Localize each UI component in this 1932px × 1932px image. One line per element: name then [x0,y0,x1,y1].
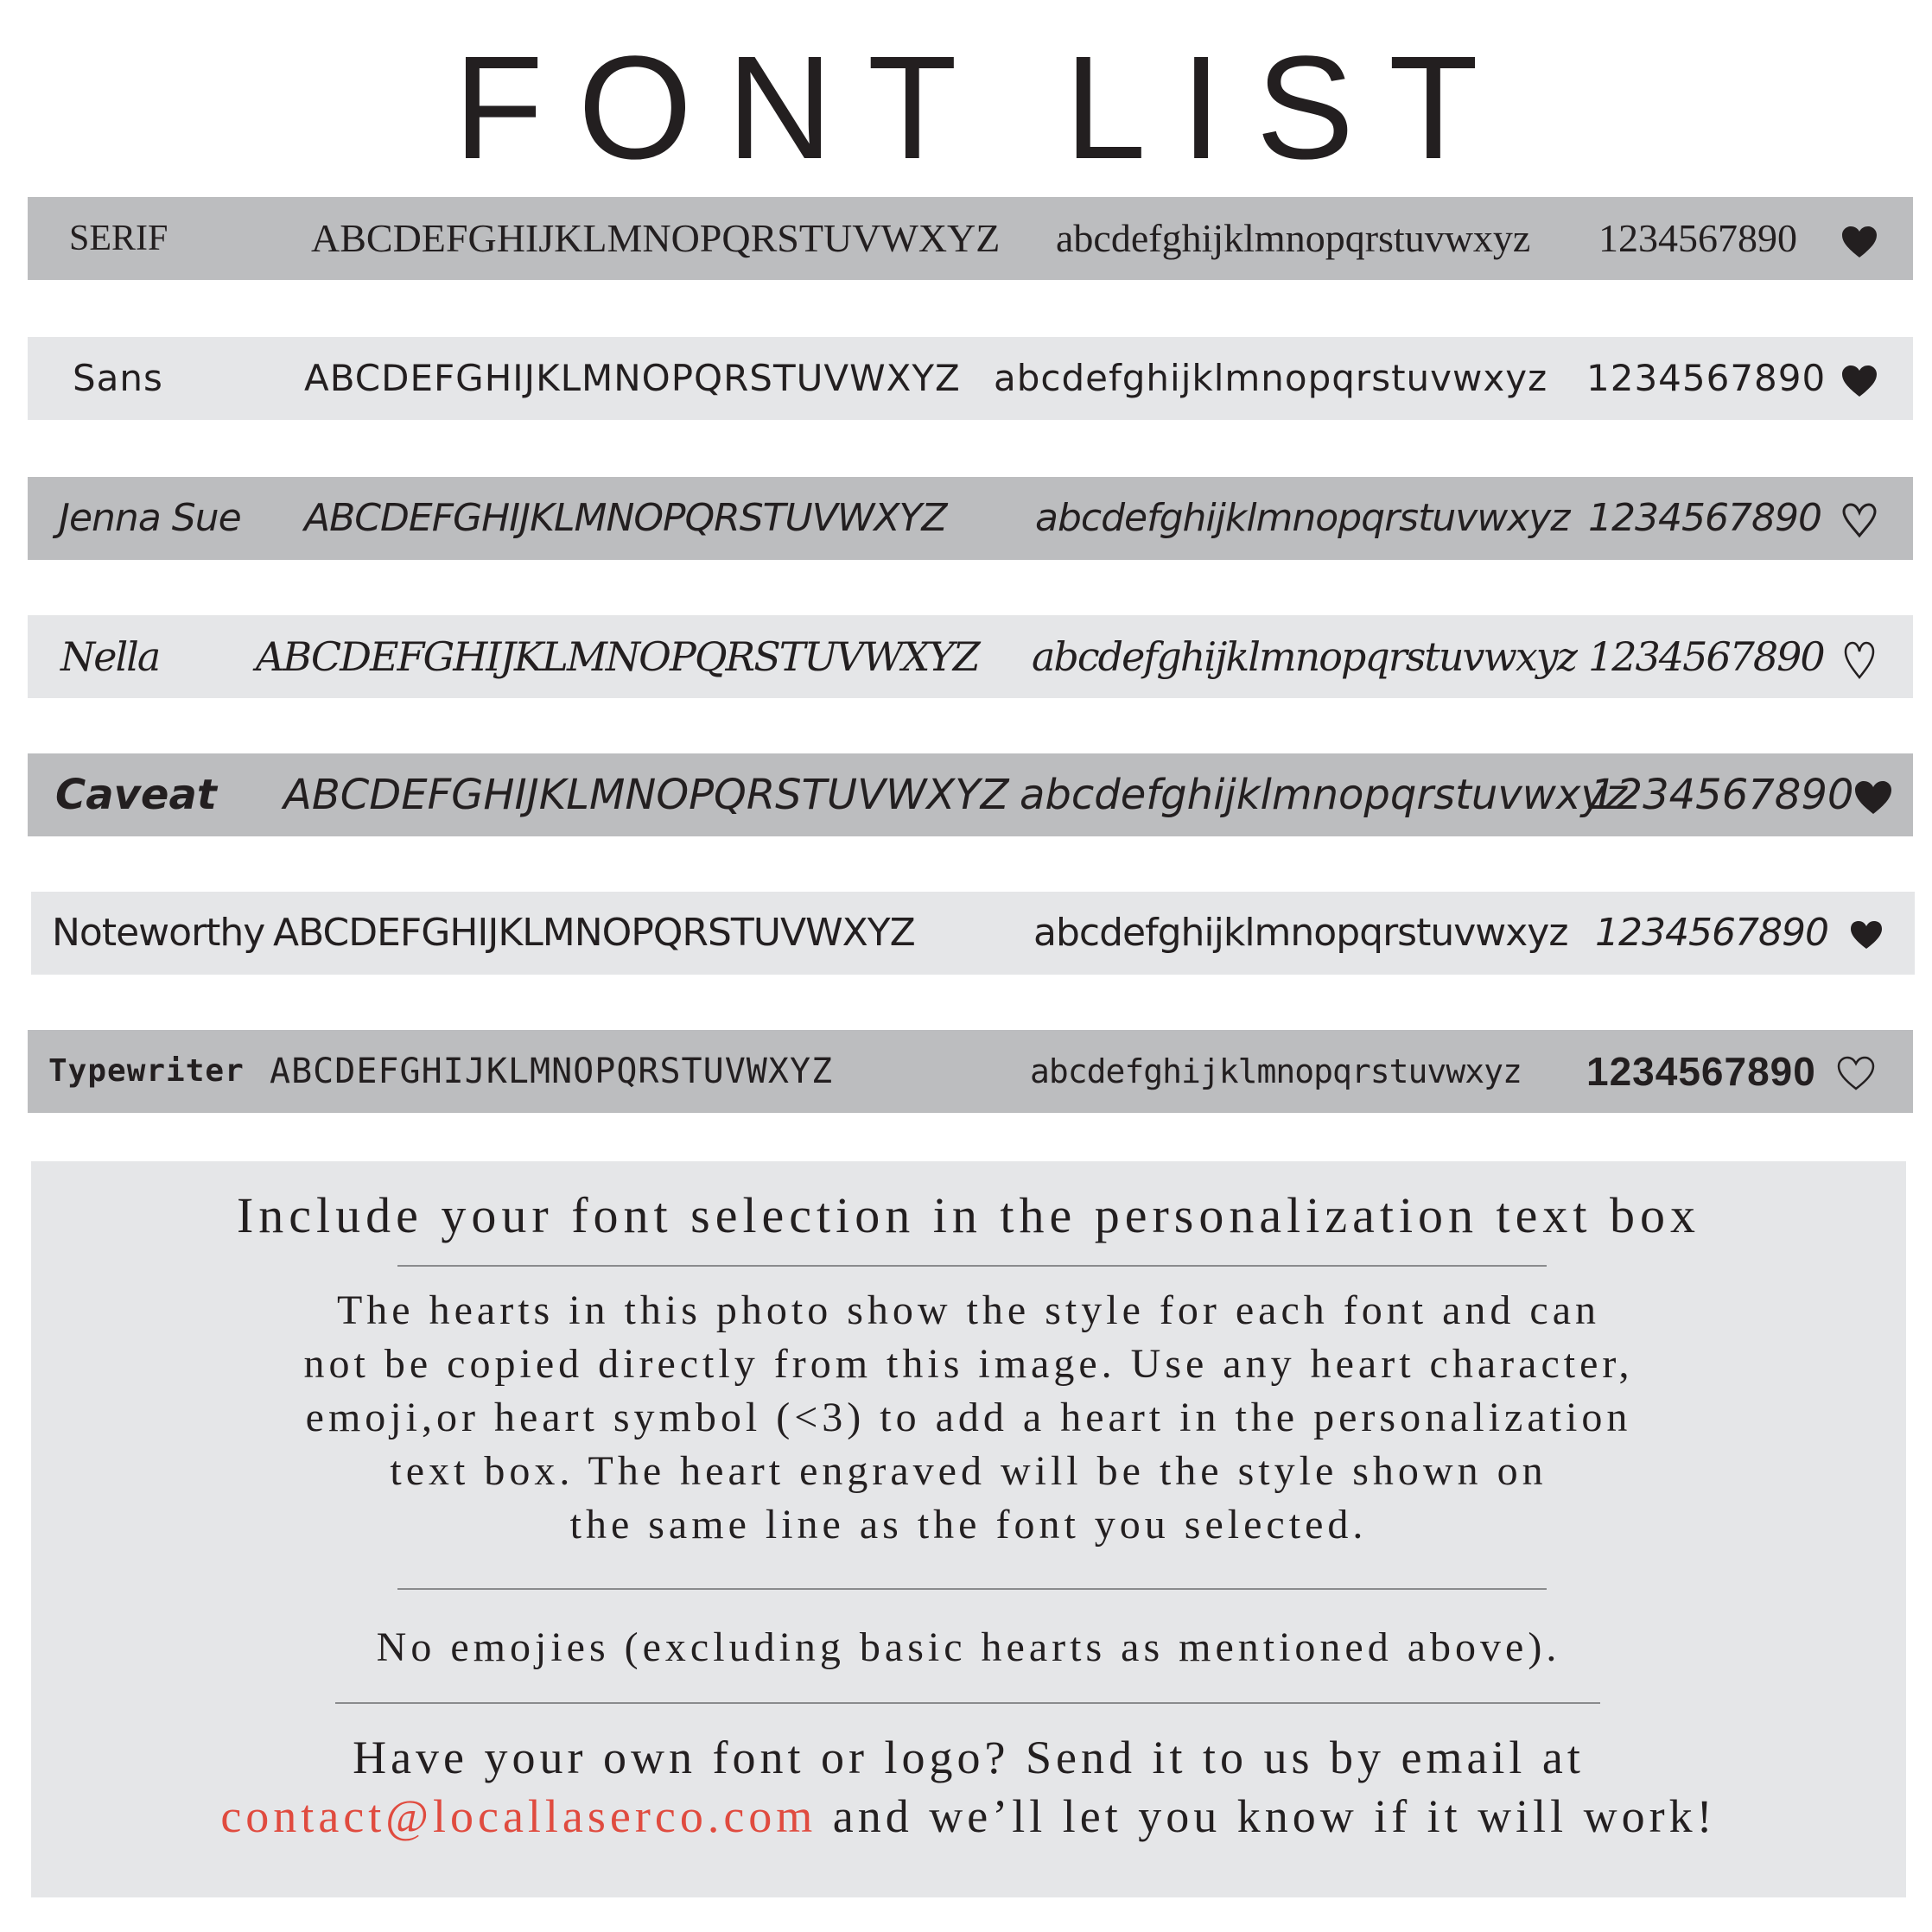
divider [335,1702,1600,1704]
font-row-serif [28,197,1913,280]
number-sample: 1234567890 [1586,357,1827,399]
font-name: Jenna Sue [59,496,241,540]
body-line: the same line as the font you selected. [569,1502,1368,1548]
uppercase-sample: ABCDEFGHIJKLMNOPQRSTUVWXYZ [311,216,1001,260]
font-row-nella [28,615,1913,698]
number-sample: 1234567890 [1590,771,1854,819]
contact-line2 [31,1787,1906,1846]
number-sample: 1234567890 [1588,633,1824,680]
number-sample: 1234567890 [1595,911,1828,955]
divider [397,1588,1547,1590]
heart-outline-icon [1830,1030,1882,1113]
divider [397,1265,1547,1267]
body-line: not be copied directly from this image. Use any heart character, [303,1341,1634,1387]
uppercase-sample: ABCDEFGHIJKLMNOPQRSTUVWXYZ [256,633,979,680]
heart-filled-icon [1840,892,1892,975]
lowercase-sample: abcdefghijklmnopqrstuvwxyz [1035,496,1570,540]
body-line: The hearts in this photo show the style for each font and can [336,1287,1600,1333]
lowercase-sample: abcdefghijklmnopqrstuvwxyz [994,357,1548,399]
contact-email-link[interactable]: contact@locallaserco.com [220,1790,817,1842]
instructions-body [31,1284,1906,1552]
lowercase-sample: abcdefghijklmnopqrstuvwxyz [1030,1052,1522,1090]
instructions-heading: Include your font selection in the personalization text box [236,1187,1701,1243]
font-row-caveat [28,753,1913,836]
body-line: emoji,or heart symbol (<3) to add a heart in the personalization [305,1395,1632,1440]
heart-outline-icon [1833,477,1885,560]
uppercase-sample: ABCDEFGHIJKLMNOPQRSTUVWXYZ [304,496,947,540]
uppercase-sample: ABCDEFGHIJKLMNOPQRSTUVWXYZ [270,1052,834,1091]
heart-filled-icon [1833,197,1885,280]
font-name: Typewriter [48,1053,245,1089]
font-name: Noteworthy [52,911,265,955]
contact-text [31,1728,1906,1846]
contact-line2-rest: and we’ll let you know if it will work! [817,1790,1717,1842]
emoji-note: No emojies (excluding basic hearts as mentioned above). [376,1624,1561,1670]
heart-filled-icon [1833,337,1885,420]
font-name: Nella [60,633,160,680]
lowercase-sample: abcdefghijklmnopqrstuvwxyz [1056,216,1531,260]
heart-filled-icon [1847,753,1899,836]
heart-outline-icon [1833,615,1885,698]
page-title: FONT LIST [454,26,1513,190]
font-name: Sans [73,357,163,399]
uppercase-sample: ABCDEFGHIJKLMNOPQRSTUVWXYZ [304,357,961,399]
instructions-panel [31,1161,1906,1897]
number-sample: 1234567890 [1588,496,1821,540]
number-sample: 1234567890 [1598,216,1797,260]
font-row-noteworthy [31,892,1915,975]
uppercase-sample: ABCDEFGHIJKLMNOPQRSTUVWXYZ [273,911,915,955]
font-row-jenna-sue [28,477,1913,560]
uppercase-sample: ABCDEFGHIJKLMNOPQRSTUVWXYZ [283,771,1009,819]
font-row-typewriter [28,1030,1913,1113]
contact-line1: Have your own font or logo? Send it to us by email at [353,1732,1585,1783]
font-row-sans [28,337,1913,420]
font-name: SERIF [69,219,168,258]
lowercase-sample: abcdefghijklmnopqrstuvwxyz [1033,911,1568,955]
body-line: text box. The heart engraved will be the style shown on [390,1448,1548,1494]
number-sample: 1234567890 [1586,1049,1816,1094]
lowercase-sample: abcdefghijklmnopqrstuvwxyz [1020,771,1628,819]
font-name: Caveat [55,771,217,819]
lowercase-sample: abcdefghijklmnopqrstuvwxyz [1032,633,1577,680]
